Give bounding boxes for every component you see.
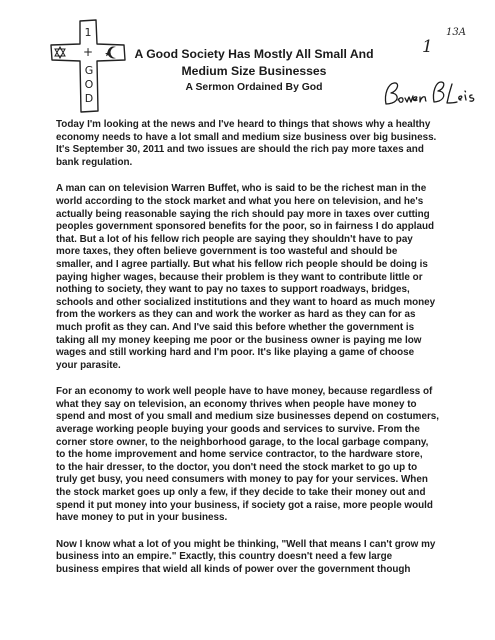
text-line: Now I know what a lot of you might be thinking, "Well that means I can't grow my: [56, 538, 436, 550]
text-line: spend and most of you small and medium size businesses depend on costumers,: [56, 411, 440, 423]
text-line: average working people buying your goods and services to survive. From the: [56, 424, 420, 436]
page-subtitle: A Sermon Ordained By God: [185, 82, 323, 93]
title-block: [134, 46, 374, 95]
text-line: nothing to society, they want to pay no taxes to support roadways, bridges,: [56, 284, 410, 296]
text-line: that. But a lot of his fellow rich people are saying they shouldn't have to pay: [56, 233, 413, 245]
cross-logo: [46, 18, 136, 114]
text-line: the stock market goes up only a few, if they decide to take their money out and: [56, 487, 426, 499]
text-line: bank regulation.: [56, 156, 133, 168]
text-line: from the workers as they can and work the worker as hard as they can for as: [56, 309, 416, 321]
text-line: corner store owner, to the neighborhood garage, to the local garbage company,: [56, 436, 429, 448]
paragraph-3: [56, 386, 486, 525]
text-line: For an economy to work well people have to have money, because regardless of: [56, 386, 433, 398]
logo-letter-g: G: [84, 64, 94, 77]
crescent-icon: [105, 47, 116, 59]
paragraph-2: [56, 183, 486, 372]
page-title-line-2: Medium Size Businesses: [181, 64, 327, 78]
text-line: peoples government sponsored benefits for the poor, so in fairness I do applaud: [56, 221, 435, 233]
logo-letter-d: D: [84, 92, 94, 105]
text-line: A man can on television Warren Buffet, who is said to be the richest man in the: [56, 183, 427, 195]
text-line: actually being reasonable saying the rich should pay more in taxes over cutting: [56, 208, 430, 220]
logo-plus: +: [82, 45, 94, 59]
logo-letter-o: O: [84, 78, 94, 91]
page-code: 13A: [446, 27, 466, 38]
handwritten-signature: [380, 76, 480, 112]
text-line: business empires that wield all kinds of power over the government though: [56, 564, 411, 575]
text-line: to the home improvement and home service contractor, to the hardware store,: [56, 449, 423, 461]
page-title-line-1: A Good Society Has Mostly All Small And: [134, 47, 374, 61]
page-number: 1: [422, 37, 433, 57]
star-of-david-icon: [55, 47, 65, 58]
text-line: taking all my money keeping me poor or the business owner is paying me low: [56, 334, 422, 346]
paragraph-4: [56, 539, 486, 577]
text-line: more taxes, they often believe government is too wasteful and should be: [56, 246, 398, 258]
text-line: Today I'm looking at the news and I've heard to things that shows why a healthy: [56, 119, 431, 130]
paragraph-1: [56, 119, 486, 169]
text-line: smaller, and I agree partially. But what his fellow rich people should be doing is: [56, 258, 428, 270]
text-line: paying higher wages, because their problem is they want to contribute little or: [56, 271, 423, 283]
text-line: business into an empire." Exactly, this country doesn't need a few large: [56, 551, 393, 563]
text-line: what they say on television, an economy thrives when people have money to: [56, 398, 417, 410]
text-line: schools and other socialized institutions and they want to hoard as much money: [56, 296, 436, 308]
text-line: wages and still working hard and I'm poor. It's like playing a game of choose: [56, 347, 415, 359]
text-line: spend it put money into your business, if society got a raise, more people would: [56, 499, 433, 511]
text-line: economy needs to have a lot small and medium size business over big business.: [56, 131, 437, 143]
text-line: your parasite.: [56, 359, 121, 371]
text-line: truly get busy, you need consumers with money to pay for your services. When: [56, 474, 428, 486]
text-line: world according to the stock market and what you here on television, and he's: [56, 195, 424, 207]
sermon-body: [56, 119, 486, 591]
logo-letter-1: 1: [84, 26, 92, 39]
text-line: have money to put in your business.: [56, 512, 228, 524]
text-line: to the hair dresser, to the doctor, you don't need the stock market to go up to: [56, 461, 418, 473]
text-line: much profit as they can. And I've said this before whether the government is: [56, 321, 415, 333]
text-line: It's September 30, 2011 and two issues are should the rich pay more taxes and: [56, 144, 424, 156]
